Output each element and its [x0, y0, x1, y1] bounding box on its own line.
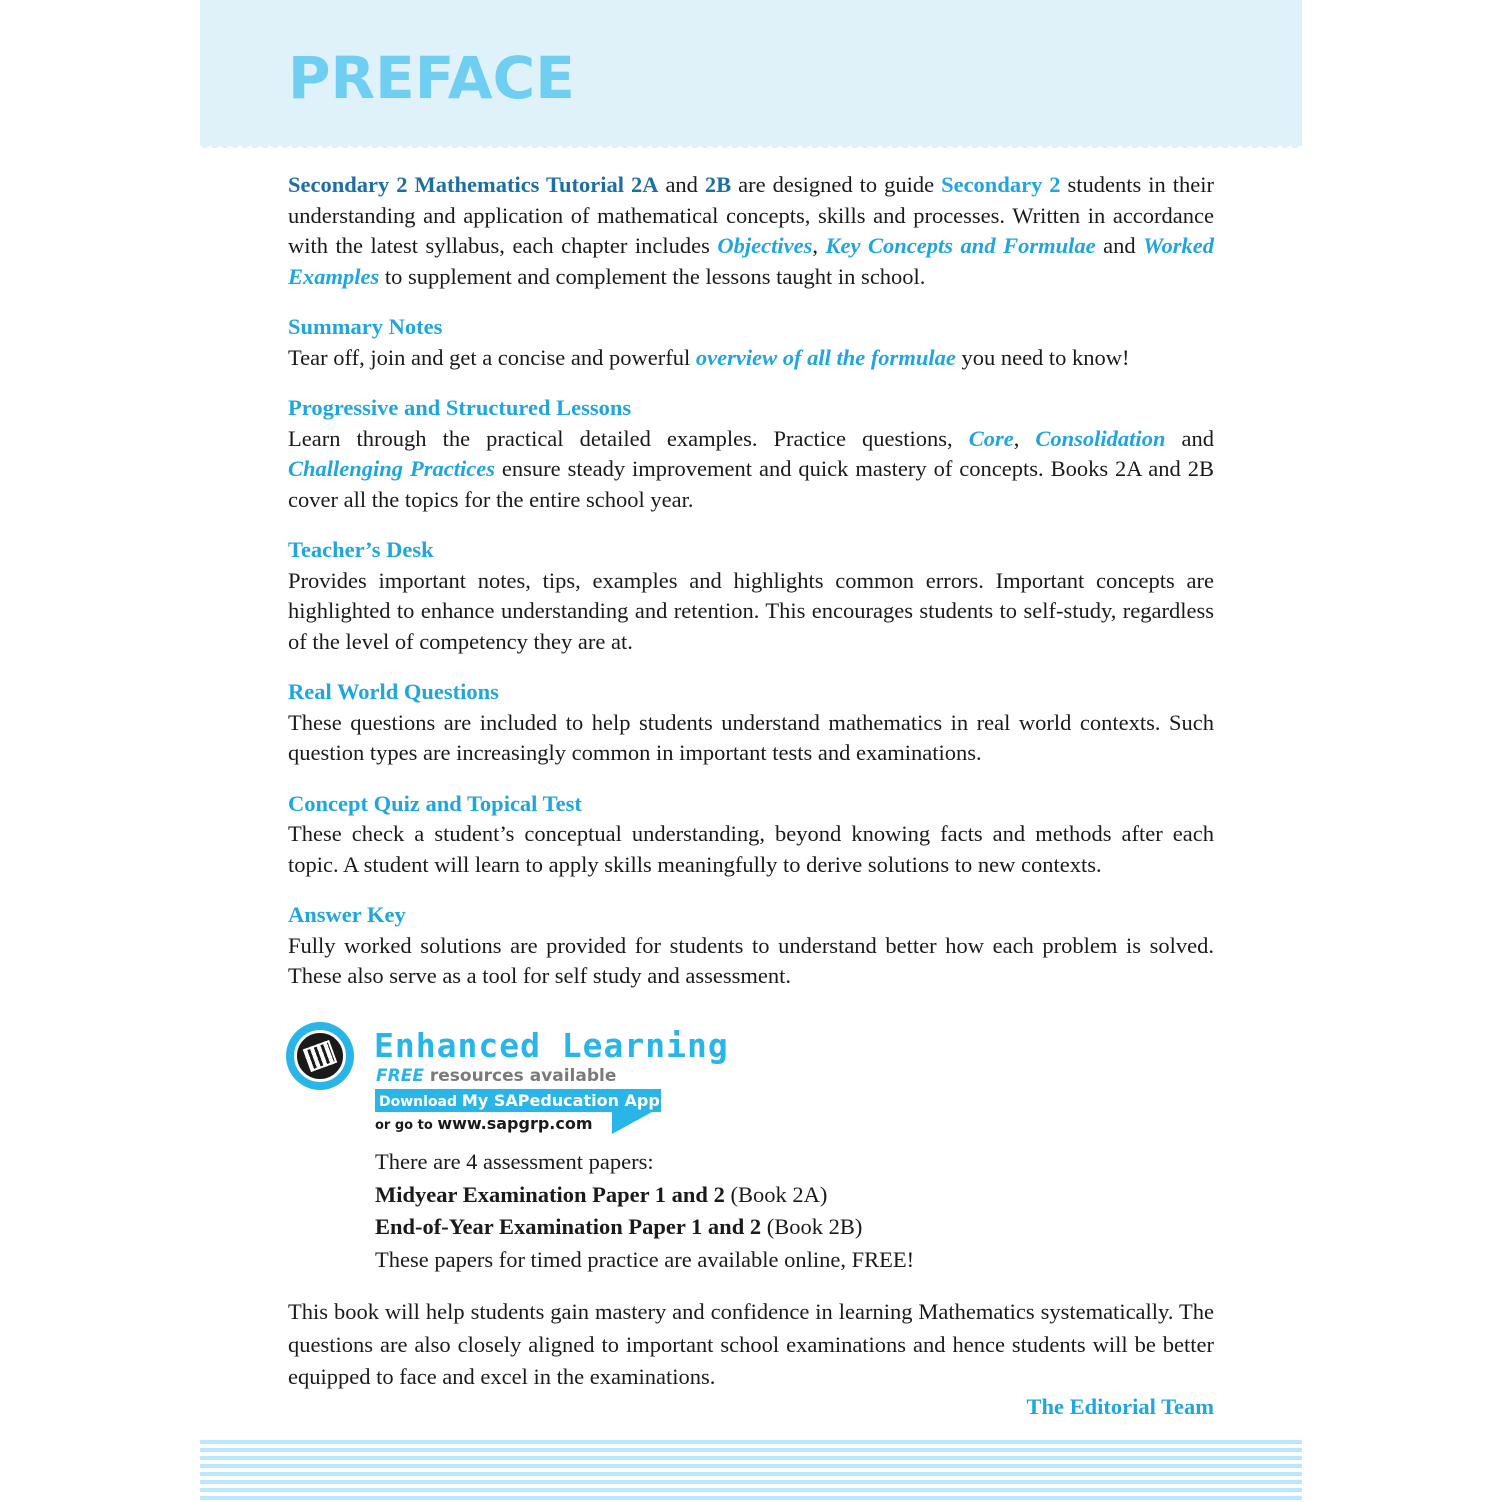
download-app-link[interactable]	[375, 1089, 706, 1112]
section-real-world	[288, 677, 1214, 769]
download-prefix: Download	[379, 1094, 462, 1110]
midyear-book: (Book 2A)	[724, 1181, 828, 1207]
section-text	[288, 343, 1214, 374]
signature: The Editorial Team	[1026, 1394, 1214, 1419]
section-title: Summary Notes	[288, 314, 443, 339]
section-title: Real World Questions	[288, 679, 499, 704]
intro-paragraph	[288, 170, 1214, 292]
section-title: Progressive and Structured Lessons	[288, 395, 632, 420]
closing-text: This book will help students gain mastery and confidence in learning Mathematics systematically. The questions are also closely aligned to important school examinations and hence students will be better equipped to face and excel in the examinations.	[288, 1299, 1214, 1389]
book-2b: 2B	[704, 172, 732, 197]
website-link[interactable]	[375, 1114, 593, 1133]
section-answer-key	[288, 900, 1214, 992]
endyear-title: End-of-Year Examination Paper 1 and 2	[375, 1214, 762, 1239]
assessment-endyear	[375, 1211, 1075, 1244]
free-resources	[376, 1066, 616, 1086]
closing-paragraph	[288, 1296, 1214, 1394]
text-run: Learn through the practical detailed examples. Practice questions,	[288, 425, 969, 451]
footer-stripes	[200, 1440, 1302, 1502]
keyboard-keys	[303, 1040, 338, 1072]
arrow-icon	[612, 1112, 652, 1134]
intro-text: are designed to guide	[731, 172, 942, 197]
section-title: Concept Quiz and Topical Test	[288, 790, 582, 816]
assessment-intro: There are 4 assessment papers:	[375, 1149, 654, 1174]
preface-body	[288, 170, 1214, 1012]
free-label: FREE	[376, 1066, 424, 1086]
section-title: Teacher’s Desk	[288, 537, 434, 562]
text-run: you need to know!	[955, 344, 1130, 370]
enhanced-title: Enhanced Learning	[374, 1026, 729, 1065]
app-name: My SAPeducation App	[461, 1091, 660, 1110]
term-key-concepts: Key Concepts and Formulae	[825, 233, 1096, 258]
text-run: Tear off, join and get a concise and powerful	[288, 344, 696, 370]
text-run: ,	[1013, 425, 1036, 451]
intro-text: to supplement and complement the lessons taught in school.	[379, 263, 926, 289]
endyear-book: (Book 2B)	[761, 1214, 863, 1239]
term-challenging: Challenging Practices	[288, 456, 495, 481]
section-title: Answer Key	[288, 902, 406, 927]
intro-text: ,	[812, 233, 826, 258]
term-objectives: Objectives	[717, 233, 813, 258]
section-text: These questions are included to help students understand mathematics in real world contexts. Such question types are increasingly common in important tests and examinations.	[288, 709, 1214, 765]
text-run: ensure steady improvement and quick mastery of concepts. Books 2A and 2B cover all the topics for the entire school year.	[288, 456, 1214, 512]
url: www.sapgrp.com	[437, 1114, 593, 1133]
section-progressive-lessons	[288, 393, 1214, 515]
section-text: Provides important notes, tips, examples and highlights common errors. Important concepts are highlighted to enhance understanding and retention. This encourages students to self-study, regardless of the level of competency they are at.	[288, 567, 1214, 654]
section-text: These check a student’s conceptual understanding, beyond knowing facts and methods after each topic. A student will learn to apply skills meaningfully to derive solutions to new contexts.	[288, 821, 1214, 877]
section-text: Fully worked solutions are provided for students to understand better how each problem is solved. These also serve as a tool for self study and assessment.	[288, 932, 1214, 988]
page-title: PREFACE	[288, 44, 575, 112]
page	[200, 0, 1302, 1502]
section-concept-quiz	[288, 789, 1214, 881]
term-consolidation: Consolidation	[1035, 425, 1166, 451]
intro-text: and	[658, 172, 705, 197]
book-title: Secondary 2 Mathematics Tutorial 2A	[288, 172, 659, 197]
keyboard-icon	[286, 1022, 354, 1090]
text-run: and	[1165, 425, 1214, 451]
header-band	[200, 0, 1302, 146]
intro-text: students in their understanding and application of mathematical concepts, skills and processes. Written in accordance with the latest syllabus, each chapter includes	[288, 172, 1215, 258]
keyboard-icon-inner	[294, 1030, 346, 1082]
assessment-midyear	[375, 1179, 1075, 1212]
assessment-note: These papers for timed practice are available online, FREE!	[375, 1246, 915, 1272]
assessment-papers	[375, 1146, 1075, 1276]
enhanced-learning-banner	[286, 1022, 886, 1142]
section-summary-notes	[288, 312, 1214, 373]
midyear-title: Midyear Examination Paper 1 and 2	[375, 1181, 725, 1207]
url-prefix: or go to	[375, 1118, 438, 1133]
section-teachers-desk	[288, 535, 1214, 657]
section-text	[288, 424, 1214, 516]
intro-text: and	[1095, 233, 1144, 258]
resources-label: resources available	[423, 1066, 617, 1086]
download-suffix: Now!	[659, 1094, 706, 1110]
term-core: Core	[968, 425, 1014, 451]
level-name: Secondary 2	[941, 172, 1061, 197]
term-overview: overview of all the formulae	[695, 344, 956, 370]
term-worked-examples: Worked Examples	[288, 233, 1215, 289]
